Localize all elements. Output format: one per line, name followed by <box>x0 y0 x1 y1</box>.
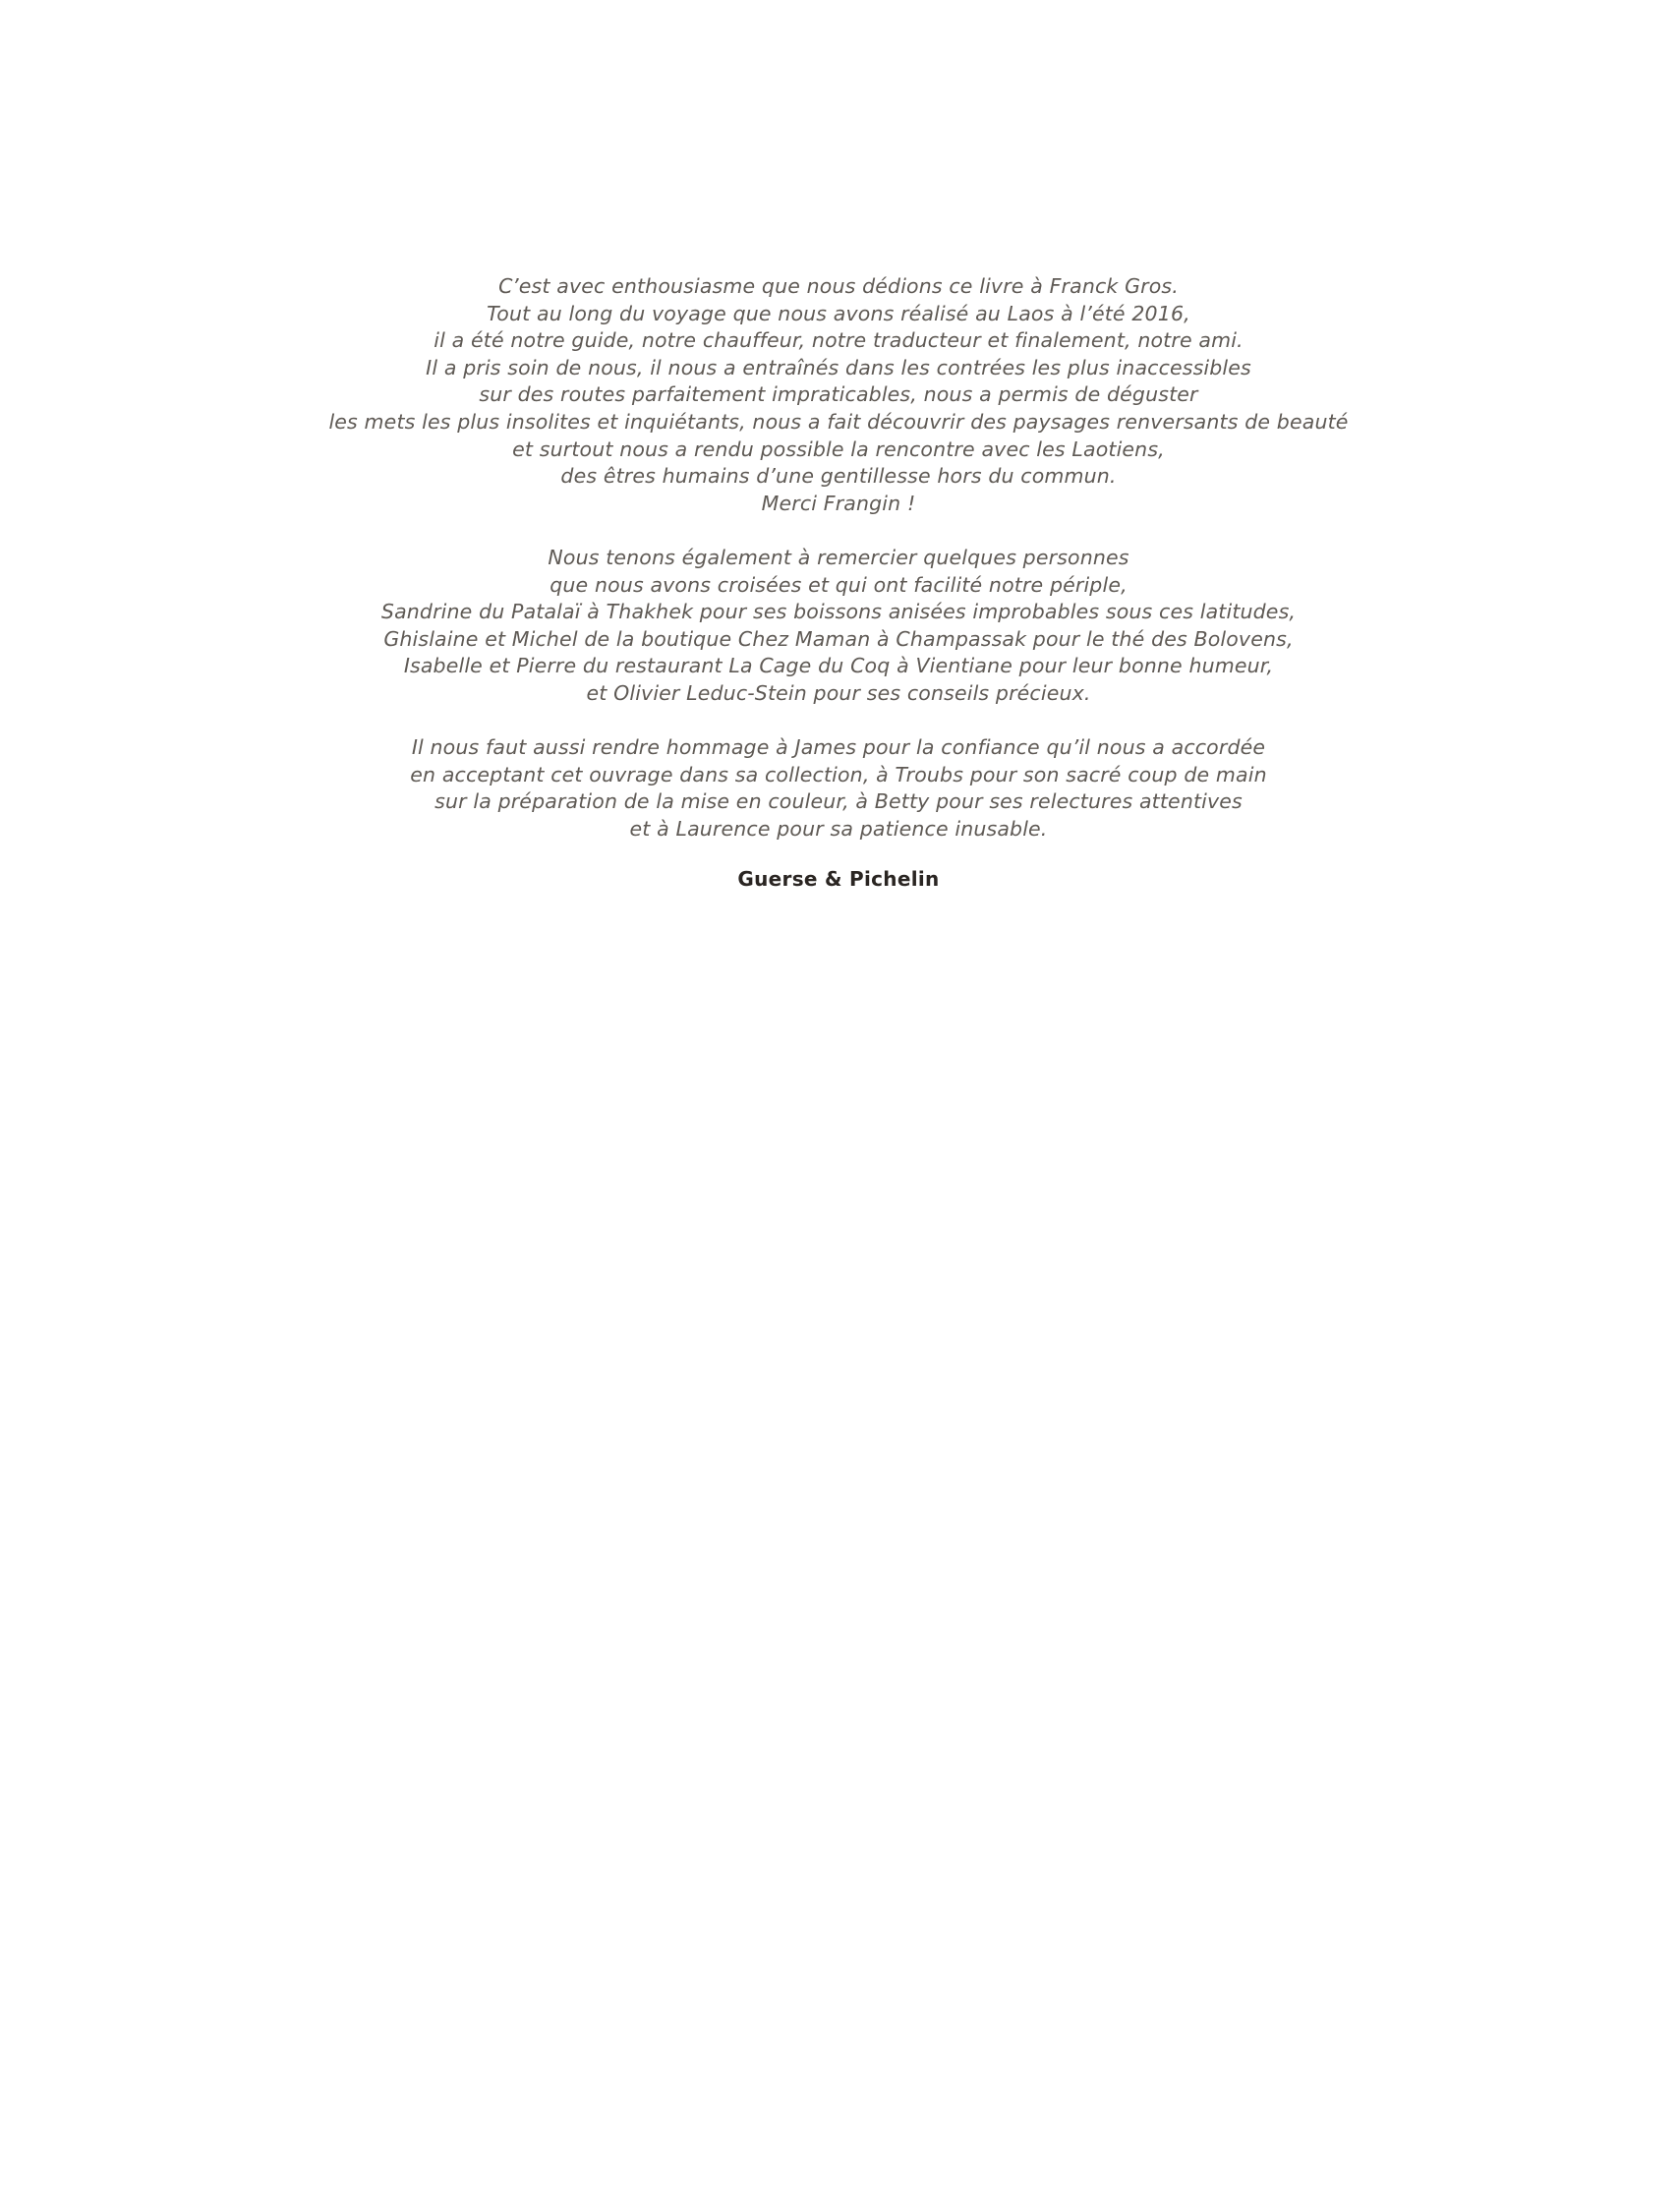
text-line: Il a pris soin de nous, il nous a entraînés dans les contrées les plus inaccessibles <box>426 355 1251 379</box>
author-signature: Guerse & Pichelin <box>737 867 940 892</box>
text-line: Tout au long du voyage que nous avons réalisé au Laos à l’été 2016, <box>487 301 1190 325</box>
text-line: Nous tenons également à remercier quelques personnes <box>548 545 1129 569</box>
text-line: des êtres humains d’une gentillesse hors du commun. <box>560 464 1117 489</box>
text-line: que nous avons croisées et qui ont facilité notre périple, <box>550 572 1128 597</box>
tribute-paragraph <box>249 734 1428 843</box>
text-line: les mets les plus insolites et inquiétants, nous a fait découvrir des paysages renversants de beauté <box>328 409 1349 434</box>
text-line: sur la préparation de la mise en couleur, à Betty pour ses relectures attentives <box>434 789 1243 814</box>
text-line: Isabelle et Pierre du restaurant La Cage du Coq à Vientiane pour leur bonne humeur, <box>403 654 1274 678</box>
dedication-text-block <box>249 273 1428 893</box>
paragraph-spacer <box>249 708 1428 735</box>
thanks-paragraph <box>249 545 1428 708</box>
dedication-paragraph <box>249 273 1428 517</box>
text-line: il a été notre guide, notre chauffeur, notre traducteur et finalement, notre ami. <box>434 328 1244 353</box>
text-line: et à Laurence pour sa patience inusable. <box>629 816 1048 841</box>
text-line: Il nous faut aussi rendre hommage à James pour la confiance qu’il nous a accordée <box>411 735 1266 760</box>
text-line: et Olivier Leduc-Stein pour ses conseils précieux. <box>586 680 1091 705</box>
text-line: en acceptant cet ouvrage dans sa collection, à Troubs pour son sacré coup de main <box>410 762 1267 786</box>
text-line: C’est avec enthousiasme que nous dédions ce livre à Franck Gros. <box>498 274 1179 298</box>
text-line: sur des routes parfaitement impraticables, nous a permis de déguster <box>479 382 1198 407</box>
text-line: Sandrine du Patalaï à Thakhek pour ses boissons anisées improbables sous ces latitudes, <box>380 600 1297 624</box>
text-line: Merci Frangin ! <box>761 491 916 515</box>
paragraph-spacer <box>249 517 1428 545</box>
text-line: et surtout nous a rendu possible la rencontre avec les Laotiens, <box>512 437 1165 461</box>
text-line: Ghislaine et Michel de la boutique Chez Maman à Champassak pour le thé des Bolovens, <box>383 626 1294 651</box>
